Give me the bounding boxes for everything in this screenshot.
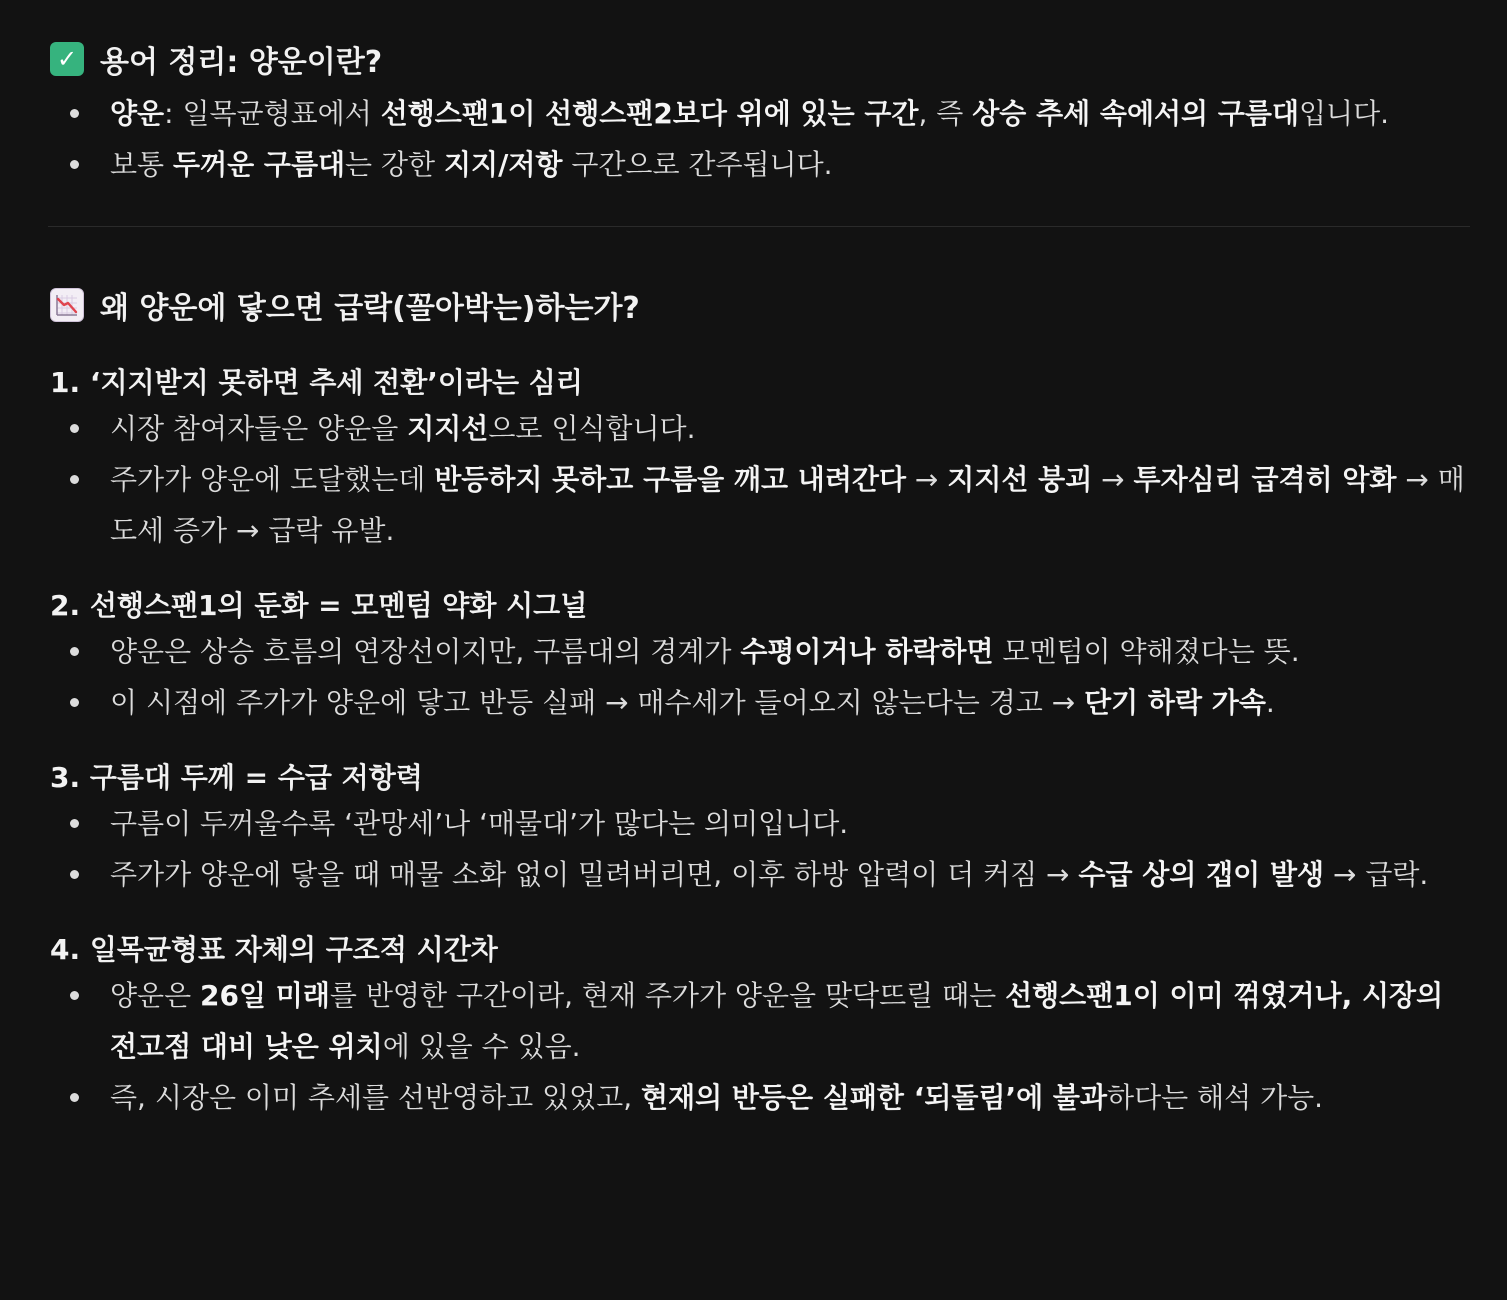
section-heading-definition xyxy=(50,30,1467,88)
list-item xyxy=(50,677,1467,728)
list-item xyxy=(50,970,1467,1072)
text-run: 하다는 해석 가능. xyxy=(1107,1081,1324,1114)
list-item xyxy=(50,88,1467,139)
text-run: 주가가 양운에 도달했는데 xyxy=(110,463,435,496)
text-run: , 즉 xyxy=(918,97,973,130)
bold-text: 반등하지 못하고 구름을 깨고 내려간다 xyxy=(434,463,906,496)
text-run: . xyxy=(1265,686,1275,719)
bold-text: 현재의 반등은 실패한 ‘되돌림’에 불과 xyxy=(641,1081,1108,1114)
list-item xyxy=(50,798,1467,849)
bold-text: 두꺼운 구름대 xyxy=(173,148,346,181)
list-item xyxy=(50,626,1467,677)
bullet-list xyxy=(50,798,1467,900)
text-run: 에 있을 수 있음. xyxy=(382,1030,581,1063)
text-run: 는 강한 xyxy=(345,148,444,181)
list-item xyxy=(50,454,1467,556)
bold-text: 지지선 붕괴 xyxy=(947,463,1093,496)
subsection-title: 2. 선행스팬1의 둔화 = 모멘텀 약화 시그널 xyxy=(50,589,588,622)
list-item xyxy=(50,139,1467,190)
subsection-title: 4. 일목균형표 자체의 구조적 시간차 xyxy=(50,933,498,966)
text-run: 입니다. xyxy=(1299,97,1390,130)
bold-text: 지지선 xyxy=(407,412,489,445)
text-run: 주가가 양운에 닿을 때 매물 소화 없이 밀려버리면, 이후 하방 압력이 더 커짐 → xyxy=(110,858,1079,891)
text-run: 모멘텀이 약해졌다는 뜻. xyxy=(993,635,1300,668)
bullet-list xyxy=(50,626,1467,728)
divider xyxy=(48,226,1470,227)
bullet-list xyxy=(50,88,1467,190)
text-run: → 급락. xyxy=(1324,858,1429,891)
text-run: → xyxy=(1092,463,1134,496)
text-run: 양운은 상승 흐름의 연장선이지만, 구름대의 경계가 xyxy=(110,635,741,668)
list-item xyxy=(50,849,1467,900)
list-item xyxy=(50,1072,1467,1123)
section-title: 용어 정리: 양운이란? xyxy=(100,45,383,80)
section-title: 왜 양운에 닿으면 급락(꼴아박는)하는가? xyxy=(100,291,640,326)
section-heading-why xyxy=(50,283,1467,327)
bullet-list xyxy=(50,970,1467,1123)
text-run: 으로 인식합니다. xyxy=(488,412,696,445)
subsection-title: 3. 구름대 두께 = 수급 저항력 xyxy=(50,761,423,794)
text-run: : 일목균형표에서 xyxy=(164,97,381,130)
bullet-list xyxy=(50,403,1467,556)
text-run: 구름이 두꺼울수록 ‘관망세’나 ‘매물대’가 많다는 의미입니다. xyxy=(110,807,849,840)
text-run: 양운은 xyxy=(110,979,201,1012)
text-run: → 매도세 증가 → 급락 유발. xyxy=(110,463,1465,547)
bold-text: 수급 상의 갭이 발생 xyxy=(1078,858,1325,891)
check-mark-icon: ✓ xyxy=(50,42,84,76)
bold-text: 양운 xyxy=(110,97,165,130)
chart-decreasing-graphic xyxy=(53,291,81,319)
bold-text: 선행스팬1이 이미 꺾였거나, 시장의 전고점 대비 낮은 위치 xyxy=(110,979,1444,1063)
text-run: 즉, 시장은 이미 추세를 선반영하고 있었고, xyxy=(110,1081,642,1114)
subsection-title: 1. ‘지지받지 못하면 추세 전환’이라는 심리 xyxy=(50,366,583,399)
bold-text: 26일 미래 xyxy=(200,979,330,1012)
text-run: 시장 참여자들은 양운을 xyxy=(110,412,408,445)
chart-decreasing-icon xyxy=(50,288,84,322)
text-run: 이 시점에 주가가 양운에 닿고 반등 실패 → 매수세가 들어오지 않는다는 경고 → xyxy=(110,686,1085,719)
bold-text: 상승 추세 속에서의 구름대 xyxy=(972,97,1299,130)
text-run: 구간으로 간주됩니다. xyxy=(562,148,833,181)
bold-text: 투자심리 급격히 악화 xyxy=(1133,463,1397,496)
bold-text: 지지/저항 xyxy=(444,148,563,181)
list-item xyxy=(50,403,1467,454)
bold-text: 단기 하락 가속 xyxy=(1084,686,1266,719)
text-run: 를 반영한 구간이라, 현재 주가가 양운을 맞닥뜨릴 때는 xyxy=(329,979,1006,1012)
bold-text: 선행스팬1이 선행스팬2보다 위에 있는 구간 xyxy=(380,97,919,130)
bold-text: 수평이거나 하락하면 xyxy=(740,635,994,668)
text-run: 보통 xyxy=(110,148,173,181)
text-run: → xyxy=(906,463,948,496)
